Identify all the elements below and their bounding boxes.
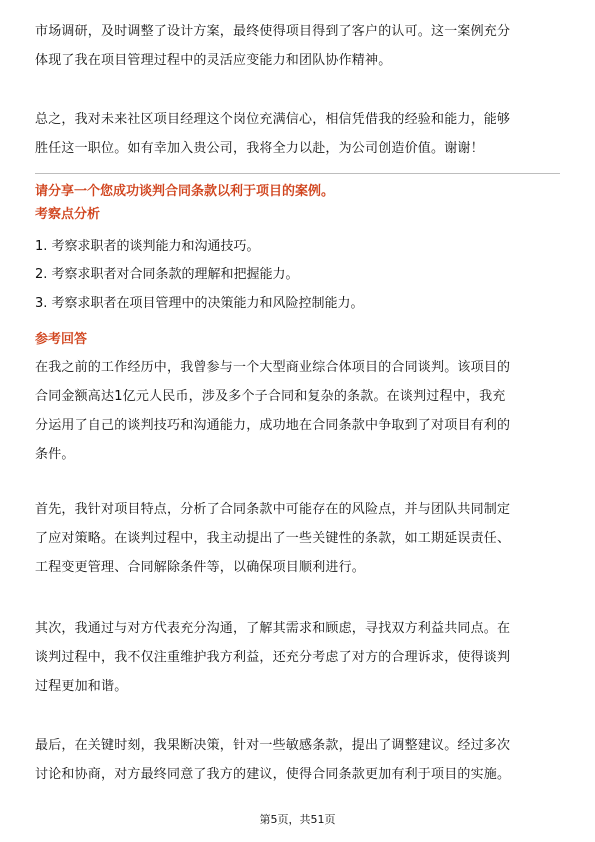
text-line: 了应对策略。在谈判过程中，我主动提出了一些关键性的条款，如工期延误责任、 bbox=[35, 531, 511, 546]
text-line: 工程变更管理、合同解除条件等，以确保项目顺利进行。 bbox=[35, 560, 366, 575]
text-line: 分运用了自己的谈判技巧和沟通能力，成功地在合同条款中争取到了对项目有利的 bbox=[35, 418, 511, 433]
analysis-item: 1. 考察求职者的谈判能力和沟通技巧。 bbox=[35, 239, 260, 254]
analysis-item: 3. 考察求职者在项目管理中的决策能力和风险控制能力。 bbox=[35, 296, 364, 311]
text-line: 总之，我对未来社区项目经理这个岗位充满信心，相信凭借我的经验和能力，能够 bbox=[35, 112, 511, 127]
answer-paragraph bbox=[35, 495, 560, 582]
text-line: 合同金额高达1亿元人民币，涉及多个子合同和复杂的条款。在谈判过程中，我充 bbox=[35, 389, 506, 404]
intro-paragraph bbox=[35, 17, 560, 75]
text-line: 体现了我在项目管理过程中的灵活应变能力和团队协作精神。 bbox=[35, 53, 392, 68]
answer-paragraph bbox=[35, 353, 560, 469]
page-number: 第5页，共51页 bbox=[259, 813, 336, 826]
text-line: 讨论和协商，对方最终同意了我方的建议，使得合同条款更加有利于项目的实施。 bbox=[35, 767, 511, 782]
answer-paragraph bbox=[35, 731, 560, 789]
question-title: 请分享一个您成功谈判合同条款以利于项目的案例。 bbox=[35, 184, 335, 199]
text-line: 过程更加和谐。 bbox=[35, 679, 128, 694]
analysis-item: 2. 考察求职者对合同条款的理解和把握能力。 bbox=[35, 267, 299, 282]
section-divider bbox=[35, 173, 560, 174]
text-line: 其次，我通过与对方代表充分沟通，了解其需求和顾虑，寻找双方利益共同点。在 bbox=[35, 621, 511, 636]
text-line: 在我之前的工作经历中，我曾参与一个大型商业综合体项目的合同谈判。该项目的 bbox=[35, 360, 511, 375]
analysis-heading: 考察点分析 bbox=[35, 207, 101, 222]
text-line: 谈判过程中，我不仅注重维护我方利益，还充分考虑了对方的合理诉求，使得谈判 bbox=[35, 650, 511, 665]
text-line: 最后，在关键时刻，我果断决策，针对一些敏感条款，提出了调整建议。经过多次 bbox=[35, 738, 511, 753]
text-line: 胜任这一职位。如有幸加入贵公司，我将全力以赴，为公司创造价值。谢谢！ bbox=[35, 141, 484, 156]
intro-paragraph bbox=[35, 105, 560, 163]
answer-paragraph bbox=[35, 614, 560, 701]
text-line: 市场调研，及时调整了设计方案，最终使得项目得到了客户的认可。这一案例充分 bbox=[35, 24, 511, 39]
answer-heading: 参考回答 bbox=[35, 332, 88, 347]
text-line: 首先，我针对项目特点，分析了合同条款中可能存在的风险点，并与团队共同制定 bbox=[35, 502, 511, 517]
text-line: 条件。 bbox=[35, 447, 75, 462]
